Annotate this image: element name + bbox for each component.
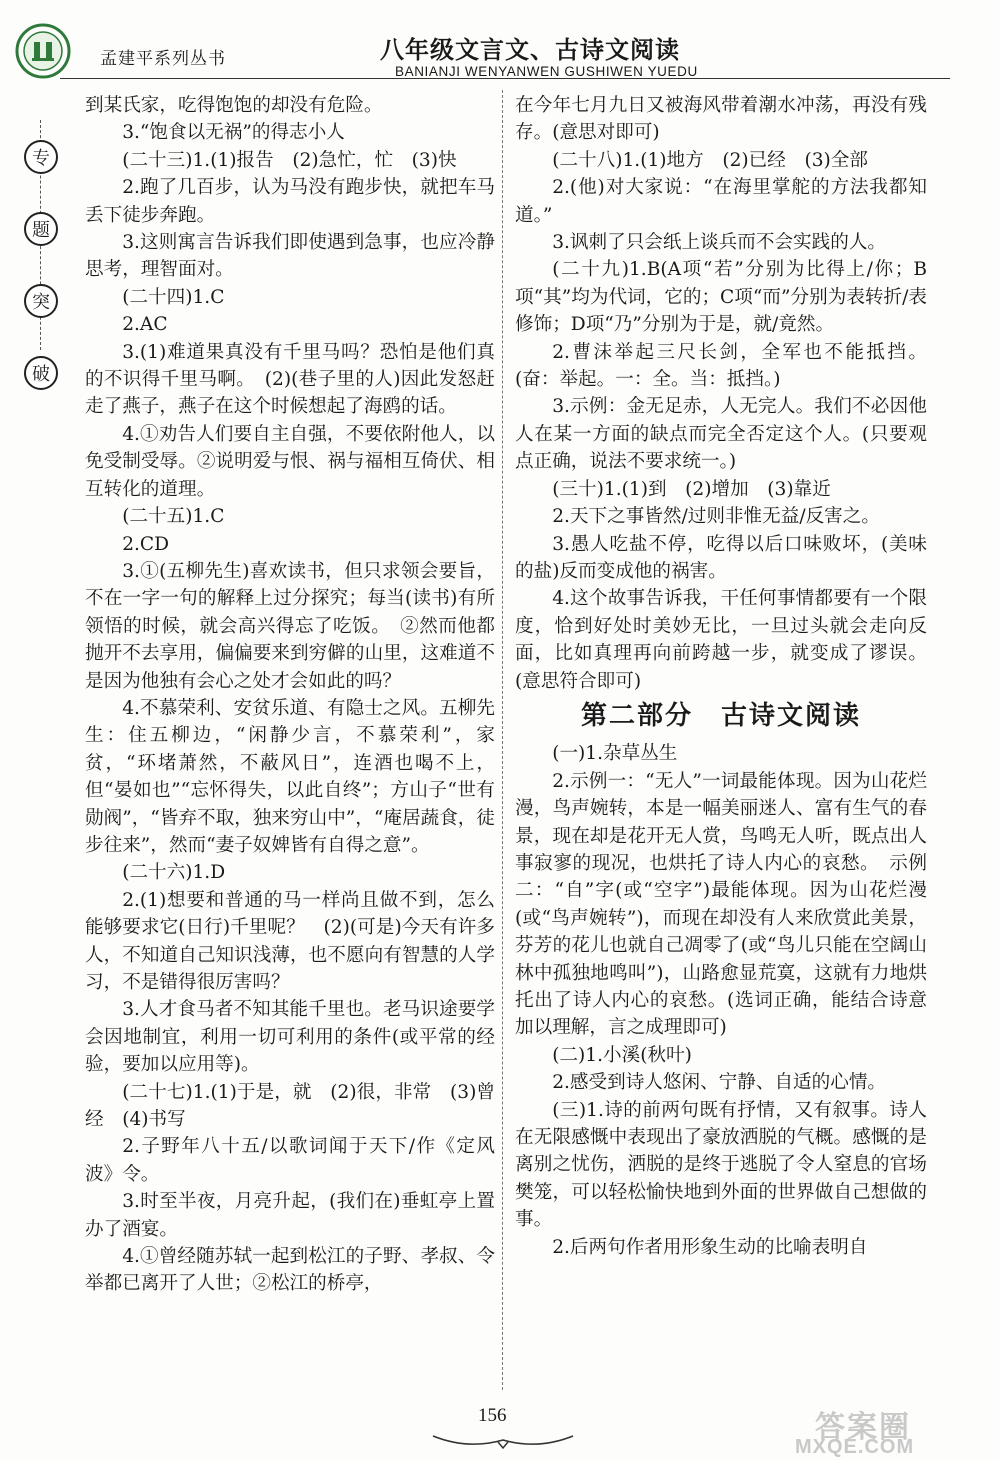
answer-paragraph: (一)1.杂草丛生 <box>552 743 678 765</box>
answer-paragraph: 4.①劝告人们要自主自强，不要依附他人，以免受制受辱。②说明爱与恨、祸与福相互倚伏、相互转化的道理。 <box>85 423 495 500</box>
answer-paragraph: (二十三)1.(1)报告 (2)急忙，忙 (3)快 <box>122 149 457 171</box>
answer-paragraph: 2.天下之事皆然/过则非惟无益/反害之。 <box>552 506 880 528</box>
answer-paragraph: 3.“饱食以无祸”的得志小人 <box>122 122 345 144</box>
side-tab-char: 突 <box>24 284 58 318</box>
answer-paragraph: (二十六)1.D <box>122 862 226 884</box>
left-answer-column <box>85 92 495 1298</box>
answer-paragraph: (二十五)1.C <box>122 506 225 528</box>
page-number: 156 <box>478 1405 507 1426</box>
footer-ornament-icon <box>428 1430 578 1452</box>
answer-paragraph: 2.后两句作者用形象生动的比喻表明自 <box>552 1236 868 1258</box>
answer-paragraph: 2.跑了几百步，认为马没有跑步快，就把车马丢下徒步奔跑。 <box>85 177 495 226</box>
answer-paragraph: 3.人才食马者不知其能千里也。老马识途要学会因地制宜，利用一切可利用的条件(或平常的经验，要加以应用等)。 <box>85 999 495 1076</box>
side-tab-char: 题 <box>24 212 58 246</box>
answer-paragraph: 2.(1)想要和普通的马一样尚且做不到，怎么能够要求它(日行)千里呢？ (2)(可是)今天有许多人，不知道自己知识浅薄，也不愿向有智慧的人学习，不是错得很厉害吗？ <box>85 889 495 993</box>
answer-paragraph: 2.感受到诗人悠闲、宁静、自适的心情。 <box>552 1072 887 1094</box>
book-title: 八年级文言文、古诗文阅读 <box>380 35 680 64</box>
answer-paragraph: 3.愚人吃盐不停，吃得以后口味败坏，(美味的盐)反而变成他的祸害。 <box>515 533 927 582</box>
answer-paragraph: 在今年七月九日又被海风带着潮水冲荡，再没有残存。(意思对即可) <box>515 95 927 144</box>
answer-paragraph: (二十四)1.C <box>122 286 225 308</box>
column-divider <box>502 90 503 1390</box>
answer-paragraph: 2.CD <box>122 533 170 555</box>
answer-paragraph: 2.曹沫举起三尺长剑，全军也不能抵挡。(奋：举起。一：全。当：抵挡。) <box>515 341 927 391</box>
answer-paragraph: 3.①(五柳先生)喜欢读书，但只求领会要旨，不在一字一句的解释上过分探究；每当(读书)有所领悟的时候，就会高兴得忘了吃饭。 ②然而他都抛开不去享用，偏偏要来到穷僻的山里，这难道不是因为他独有会心之处才会如此的吗？ <box>85 560 495 692</box>
answer-paragraph: 到某氏家，吃得饱饱的却没有危险。 <box>85 95 383 116</box>
header-rule <box>60 78 950 79</box>
answer-paragraph: 3.示例：金无足赤，人无完人。我们不必因他人在某一方面的缺点而完全否定这个人。(只要观点正确，说法不要求统一。) <box>515 396 927 473</box>
answer-paragraph: 3.讽刺了只会纸上谈兵而不会实践的人。 <box>552 232 887 254</box>
page-header <box>0 0 1000 82</box>
watermark-text: 答案圈 <box>815 1411 911 1444</box>
answer-paragraph: 2.子野年八十五/以歌词闻于天下/作《定风波》令。 <box>85 1136 495 1185</box>
series-name: 孟建平系列丛书 <box>100 49 226 69</box>
answer-paragraph: 2.AC <box>122 314 168 336</box>
answer-paragraph: 4.①曾经随苏轼一起到松江的子野、孝叔、令举都已离开了人世；②松江的桥亭， <box>85 1246 495 1295</box>
answer-paragraph: 3.这则寓言告诉我们即使遇到急事，也应冷静思考，理智面对。 <box>85 232 495 281</box>
book-title-pinyin: BANIANJI WENYANWEN GUSHIWEN YUEDU <box>395 64 698 79</box>
answer-paragraph: (二十七)1.(1)于是，就 (2)很，非常 (3)曾经 (4)书写 <box>85 1081 495 1131</box>
answer-paragraph: 2.(他)对大家说：“在海里掌舵的方法我都知道。” <box>515 177 927 226</box>
section-title: 第二部分 古诗文阅读 <box>580 700 861 731</box>
answer-paragraph: 3.时至半夜，月亮升起，(我们在)垂虹亭上置办了酒宴。 <box>85 1191 495 1240</box>
right-answers-part-two <box>515 740 927 1261</box>
answer-paragraph: 2.示例一：“无人”一词最能体现。因为山花烂漫，鸟声婉转，本是一幅美丽迷人、富有生气的春景，现在却是花开无人赏，鸟鸣无人听，既点出人事寂寥的现况，也烘托了诗人内心的哀愁。 示例二：“自”字(或“空字”)最能体现。因为山花烂漫(或“鸟声婉转”)，而现在却没有人来欣赏此美景，芬芳的花儿也就自己凋零了(或“鸟儿只能在空阔山林中孤独地鸣叫”)，山路愈显荒寞，这就有力地烘托出了诗人内心的哀愁。(选词正确，能结合诗意加以理解，言之成理即可) <box>515 770 927 1039</box>
answer-paragraph: (二)1.小溪(秋叶) <box>552 1044 692 1066</box>
answer-paragraph: 4.这个故事告诉我，干任何事情都要有一个限度，恰到好处时美妙无比，一旦过头就会走向反面，比如真理再向前跨越一步，就变成了谬误。(意思符合即可) <box>515 588 927 692</box>
watermark <box>775 1402 995 1458</box>
side-tab-column <box>24 140 64 428</box>
side-tab-char: 破 <box>24 356 58 390</box>
side-tab-char: 专 <box>24 140 58 174</box>
series-logo-icon <box>14 22 72 80</box>
answer-paragraph: (三十)1.(1)到 (2)增加 (3)靠近 <box>552 478 831 500</box>
answer-paragraph: (三)1.诗的前两句既有抒情，又有叙事。诗人在无限感慨中表现出了豪放洒脱的气概。感慨的是离别之忧伤，洒脱的是终于逃脱了令人窒息的官场樊笼，可以轻松愉快地到外面的世界做自己想做的事。 <box>515 1099 927 1231</box>
answer-paragraph: (二十八)1.(1)地方 (2)已经 (3)全部 <box>552 149 868 171</box>
answer-paragraph: (二十九)1.B(A项“若”分别为比得上/你；B项“其”均为代词，它的；C项“而”分别为表转折/表修饰；D项“乃”分别为于是，就/竟然。 <box>515 259 927 336</box>
right-answer-column <box>515 92 927 1261</box>
right-answers-part-one <box>515 92 927 695</box>
answer-paragraph: 4.不慕荣利、安贫乐道、有隐士之风。五柳先生：住五柳边，“闲静少言，不慕荣利”，家贫，“环堵萧然，不蔽风日”，连酒也喝不上，但“晏如也”“忘怀得失，以此自终”；方山子“世有勋阀”，“皆弃不取，独来穷山中”，“庵居蔬食，徒步往来”，然而“妻子奴婢皆有自得之意”。 <box>85 697 495 856</box>
answer-paragraph: 3.(1)难道果真没有千里马吗？恐怕是他们真的不识得千里马啊。 (2)(巷子里的人)因此发怒赶走了燕子，燕子在这个时候想起了海鸥的话。 <box>85 341 495 418</box>
watermark-url: MXQE.COM <box>795 1436 915 1458</box>
